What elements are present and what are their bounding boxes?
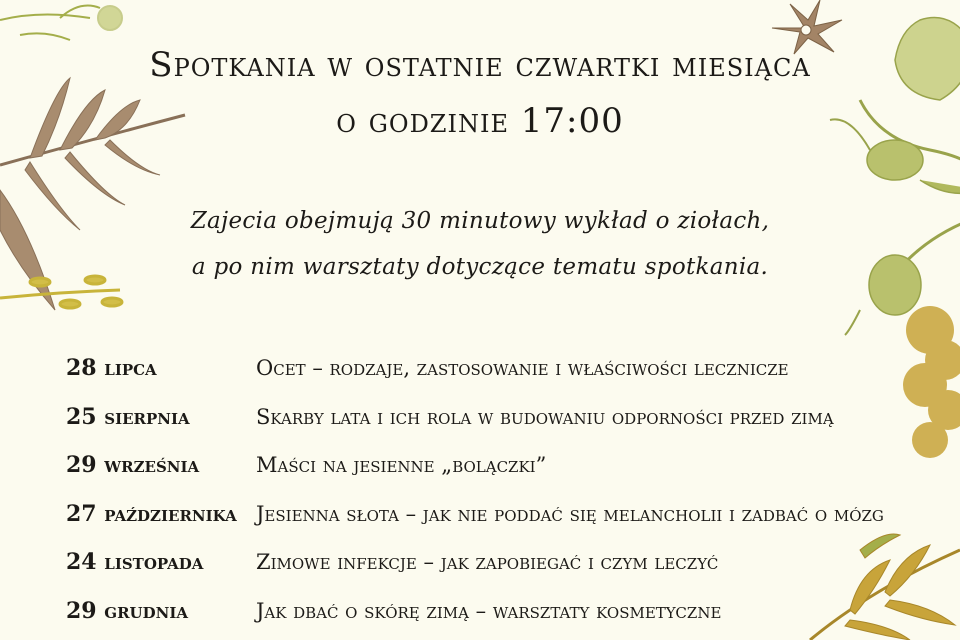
schedule-date: 27 października [66, 500, 237, 527]
schedule-topic: Zimowe infekcje – jak zapobiegać i czym leczyć [256, 550, 719, 575]
schedule-topic: Jesienna słota – jak nie poddać się melancholii i zadbać o mózg [256, 501, 884, 526]
title-line-2: o godzinie 17:00 [336, 101, 624, 141]
schedule-row [66, 538, 884, 587]
schedule-row [66, 344, 884, 393]
right-yarrow-illustration [890, 290, 960, 490]
schedule-list [66, 344, 884, 635]
schedule-row [66, 490, 884, 539]
schedule-topic: Jak dbać o skórę zimą – warsztaty kosmetyczne [256, 598, 722, 623]
intro-line-1: Zajecia obejmują 30 minutowy wykład o ziołach, [190, 208, 770, 234]
schedule-date: 28 lipca [66, 355, 157, 382]
title-line-1: Spotkania w ostatnie czwartki miesiąca [149, 45, 811, 85]
schedule-date: 29 września [66, 452, 200, 479]
schedule-date: 24 listopada [66, 549, 204, 576]
schedule-date: 29 grudnia [66, 597, 189, 624]
schedule-topic: Skarby lata i ich rola w budowaniu odporności przed zimą [256, 404, 834, 429]
intro-text [0, 198, 960, 290]
schedule-topic: Ocet – rodzaje, zastosowanie i właściwości lecznicze [256, 356, 789, 381]
schedule-row [66, 587, 884, 636]
schedule-row [66, 441, 884, 490]
schedule-topic: Maści na jesienne „bolączki” [256, 453, 547, 478]
schedule-row [66, 393, 884, 442]
intro-line-2: a po nim warsztaty dotyczące tematu spotkania. [191, 254, 769, 280]
schedule-date: 25 sierpnia [66, 403, 190, 430]
page-title [0, 45, 960, 141]
